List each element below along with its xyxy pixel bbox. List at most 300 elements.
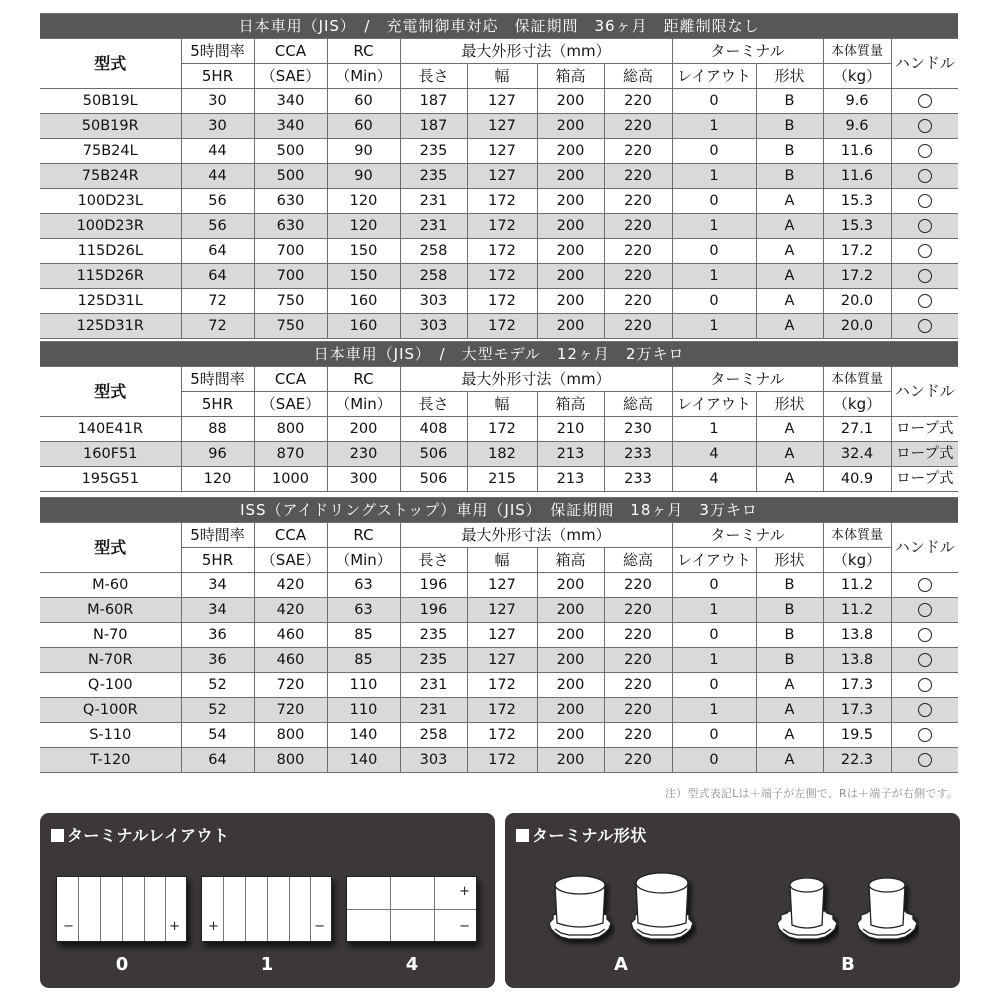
- cell-width: 172: [467, 748, 537, 773]
- cell-model: Q-100: [40, 673, 181, 698]
- cell-handle: [891, 89, 958, 114]
- cell-cca: 630: [254, 214, 327, 239]
- cell-shape: A: [756, 748, 823, 773]
- cell-total-height: 220: [604, 89, 672, 114]
- cell-rate-5hr: 88: [181, 417, 254, 442]
- layout-label-4: 4: [405, 954, 419, 975]
- circle-mark-icon: [918, 319, 932, 333]
- col-cca-top: CCA: [254, 39, 327, 64]
- cell-model: 50B19L: [40, 89, 181, 114]
- cell-total-height: 220: [604, 573, 672, 598]
- cell-mass: 27.1: [823, 417, 891, 442]
- cell-total-height: 220: [604, 673, 672, 698]
- cell-mass: 19.5: [823, 723, 891, 748]
- cell-rate-5hr: 36: [181, 648, 254, 673]
- col-rc-top: RC: [327, 367, 400, 392]
- cell-layout: 4: [672, 467, 756, 492]
- cell-shape: A: [756, 698, 823, 723]
- cell-shape: B: [756, 623, 823, 648]
- section-title: 日本車用（JIS） / 大型モデル 12ヶ月 2万キロ: [40, 342, 958, 367]
- cell-model: 115D26L: [40, 239, 181, 264]
- col-dims-top: 最大外形寸法（mm）: [400, 523, 672, 548]
- col-cca-top: CCA: [254, 367, 327, 392]
- cell-box-height: 200: [537, 189, 604, 214]
- col-dims-top: 最大外形寸法（mm）: [400, 39, 672, 64]
- cell-box-height: 200: [537, 648, 604, 673]
- cell-rc: 110: [327, 673, 400, 698]
- cell-width: 172: [467, 723, 537, 748]
- cell-layout: 1: [672, 164, 756, 189]
- cell-cca: 800: [254, 723, 327, 748]
- cell-width: 172: [467, 673, 537, 698]
- cell-mass: 17.3: [823, 673, 891, 698]
- layout-diagram-0: [56, 876, 187, 942]
- cell-shape: A: [756, 673, 823, 698]
- cell-rate-5hr: 34: [181, 598, 254, 623]
- cell-length: 187: [400, 89, 467, 114]
- spec-table: [40, 497, 958, 773]
- cell-handle: [891, 673, 958, 698]
- cell-mass: 11.2: [823, 573, 891, 598]
- minus-sign-icon: −: [63, 919, 74, 934]
- cell-rate-5hr: 54: [181, 723, 254, 748]
- cell-cca: 460: [254, 623, 327, 648]
- table-row: [40, 748, 958, 773]
- cell-handle: [891, 648, 958, 673]
- cell-model: T-120: [40, 748, 181, 773]
- cell-handle: [891, 598, 958, 623]
- cell-rate-5hr: 64: [181, 239, 254, 264]
- cell-rate-5hr: 44: [181, 139, 254, 164]
- circle-mark-icon: [918, 169, 932, 183]
- cell-handle: [891, 748, 958, 773]
- col-length: 長さ: [400, 548, 467, 573]
- cell-length: 231: [400, 189, 467, 214]
- cell-handle: [891, 139, 958, 164]
- cell-length: 258: [400, 264, 467, 289]
- cell-cca: 1000: [254, 467, 327, 492]
- cell-total-height: 220: [604, 623, 672, 648]
- circle-mark-icon: [918, 603, 932, 617]
- cell-total-height: 233: [604, 467, 672, 492]
- cell-shape: B: [756, 598, 823, 623]
- shape-label-a: A: [614, 954, 628, 975]
- cell-mass: 22.3: [823, 748, 891, 773]
- cell-cca: 500: [254, 164, 327, 189]
- cell-width: 127: [467, 139, 537, 164]
- table-row: [40, 139, 958, 164]
- cell-model: 75B24L: [40, 139, 181, 164]
- cell-model: 100D23R: [40, 214, 181, 239]
- cell-mass: 9.6: [823, 114, 891, 139]
- col-length: 長さ: [400, 392, 467, 417]
- cell-width: 127: [467, 164, 537, 189]
- cell-total-height: 220: [604, 164, 672, 189]
- col-rc-top: RC: [327, 39, 400, 64]
- plus-sign-icon: +: [208, 919, 219, 934]
- table-row: [40, 314, 958, 339]
- cell-length: 235: [400, 164, 467, 189]
- cell-width: 127: [467, 623, 537, 648]
- cell-rc: 63: [327, 598, 400, 623]
- cell-width: 172: [467, 289, 537, 314]
- col-5hr-bottom: 5HR: [181, 548, 254, 573]
- cell-rate-5hr: 52: [181, 673, 254, 698]
- cell-shape: B: [756, 139, 823, 164]
- cell-box-height: 200: [537, 573, 604, 598]
- cell-handle: ロープ式: [891, 417, 958, 442]
- cell-cca: 800: [254, 748, 327, 773]
- cell-model: 100D23L: [40, 189, 181, 214]
- plus-sign-icon: +: [459, 884, 470, 899]
- cell-handle: [891, 189, 958, 214]
- cell-mass: 17.2: [823, 264, 891, 289]
- battery-section-1: [40, 13, 958, 339]
- cell-shape: B: [756, 114, 823, 139]
- cell-rate-5hr: 64: [181, 264, 254, 289]
- cell-cca: 500: [254, 139, 327, 164]
- cell-rc: 150: [327, 264, 400, 289]
- footnote: 注）型式表記Lは＋端子が左側で、Rは＋端子が右側です。: [664, 787, 958, 800]
- cell-rc: 230: [327, 442, 400, 467]
- col-shape: 形状: [756, 64, 823, 89]
- plus-sign-icon: +: [169, 919, 180, 934]
- col-total-height: 総高: [604, 64, 672, 89]
- cell-length: 506: [400, 442, 467, 467]
- col-layout: レイアウト: [672, 392, 756, 417]
- spec-table: [40, 13, 958, 339]
- cell-length: 196: [400, 573, 467, 598]
- cell-shape: A: [756, 214, 823, 239]
- col-model: 型式: [40, 39, 181, 89]
- square-bullet-icon: [51, 829, 64, 842]
- cell-cca: 720: [254, 698, 327, 723]
- table-row: [40, 164, 958, 189]
- table-row: [40, 89, 958, 114]
- table-row: [40, 598, 958, 623]
- table-row: [40, 442, 958, 467]
- cell-model: 125D31R: [40, 314, 181, 339]
- cell-layout: 1: [672, 264, 756, 289]
- cell-length: 231: [400, 214, 467, 239]
- circle-mark-icon: [918, 269, 932, 283]
- cell-length: 187: [400, 114, 467, 139]
- col-layout: レイアウト: [672, 548, 756, 573]
- cell-rc: 160: [327, 289, 400, 314]
- cell-length: 231: [400, 673, 467, 698]
- cell-box-height: 200: [537, 723, 604, 748]
- cell-rc: 300: [327, 467, 400, 492]
- col-handle: ハンドル: [891, 39, 958, 89]
- cell-box-height: 213: [537, 442, 604, 467]
- cell-width: 127: [467, 114, 537, 139]
- cell-mass: 17.3: [823, 698, 891, 723]
- cell-rate-5hr: 96: [181, 442, 254, 467]
- cell-model: N-70: [40, 623, 181, 648]
- cell-handle: [891, 314, 958, 339]
- cell-box-height: 200: [537, 89, 604, 114]
- cell-total-height: 220: [604, 314, 672, 339]
- cell-mass: 11.6: [823, 139, 891, 164]
- cell-mass: 40.9: [823, 467, 891, 492]
- cell-shape: A: [756, 289, 823, 314]
- col-mass-bottom: （kg）: [823, 548, 891, 573]
- cell-model: S-110: [40, 723, 181, 748]
- table-row: [40, 264, 958, 289]
- terminal-layout-title: ターミナルレイアウト: [51, 823, 230, 846]
- cell-rc: 140: [327, 723, 400, 748]
- col-total-height: 総高: [604, 548, 672, 573]
- col-cca-bottom: （SAE）: [254, 392, 327, 417]
- col-dims-top: 最大外形寸法（mm）: [400, 367, 672, 392]
- cell-layout: 1: [672, 648, 756, 673]
- cell-rate-5hr: 64: [181, 748, 254, 773]
- col-5hr-top: 5時間率: [181, 367, 254, 392]
- cell-cca: 720: [254, 673, 327, 698]
- col-mass-top: 本体質量: [823, 39, 891, 64]
- cell-box-height: 200: [537, 139, 604, 164]
- cell-mass: 13.8: [823, 623, 891, 648]
- cell-rate-5hr: 52: [181, 698, 254, 723]
- col-rc-bottom: （Min）: [327, 64, 400, 89]
- cell-box-height: 200: [537, 214, 604, 239]
- table-row: [40, 417, 958, 442]
- cell-rc: 60: [327, 114, 400, 139]
- cell-width: 172: [467, 417, 537, 442]
- cell-layout: 0: [672, 748, 756, 773]
- circle-mark-icon: [918, 728, 932, 742]
- circle-mark-icon: [918, 119, 932, 133]
- col-shape: 形状: [756, 392, 823, 417]
- terminal-shape-panel: [505, 813, 960, 988]
- terminal-a-icon: [627, 867, 697, 951]
- col-handle: ハンドル: [891, 367, 958, 417]
- cell-shape: A: [756, 442, 823, 467]
- col-box-height: 箱高: [537, 548, 604, 573]
- layout-label-0: 0: [115, 954, 129, 975]
- layout-diagram-1: [201, 876, 332, 942]
- battery-section-3: [40, 497, 958, 773]
- cell-layout: 0: [672, 89, 756, 114]
- col-width: 幅: [467, 548, 537, 573]
- cell-mass: 15.3: [823, 214, 891, 239]
- cell-box-height: 200: [537, 264, 604, 289]
- terminal-a-icon: [545, 871, 615, 951]
- cell-handle: [891, 239, 958, 264]
- section-title: 日本車用（JIS） / 充電制御車対応 保証期間 36ヶ月 距離制限なし: [40, 14, 958, 39]
- cell-shape: B: [756, 89, 823, 114]
- cell-rc: 140: [327, 748, 400, 773]
- cell-shape: A: [756, 314, 823, 339]
- terminal-b-icon: [855, 873, 919, 951]
- cell-total-height: 220: [604, 189, 672, 214]
- cell-model: 195G51: [40, 467, 181, 492]
- shape-label-b: B: [841, 954, 855, 975]
- cell-total-height: 220: [604, 139, 672, 164]
- cell-rate-5hr: 120: [181, 467, 254, 492]
- circle-mark-icon: [918, 219, 932, 233]
- table-row: [40, 467, 958, 492]
- cell-width: 172: [467, 189, 537, 214]
- cell-mass: 11.2: [823, 598, 891, 623]
- cell-box-height: 200: [537, 289, 604, 314]
- cell-width: 172: [467, 314, 537, 339]
- cell-cca: 750: [254, 314, 327, 339]
- battery-section-2: [40, 341, 958, 492]
- spec-table: [40, 341, 958, 492]
- col-5hr-top: 5時間率: [181, 39, 254, 64]
- cell-total-height: 220: [604, 698, 672, 723]
- cell-layout: 0: [672, 573, 756, 598]
- col-length: 長さ: [400, 64, 467, 89]
- cell-handle: [891, 264, 958, 289]
- circle-mark-icon: [918, 578, 932, 592]
- square-bullet-icon: [516, 829, 529, 842]
- cell-total-height: 220: [604, 264, 672, 289]
- cell-cca: 870: [254, 442, 327, 467]
- cell-total-height: 220: [604, 723, 672, 748]
- cell-handle: [891, 623, 958, 648]
- cell-width: 172: [467, 264, 537, 289]
- circle-mark-icon: [918, 678, 932, 692]
- cell-rate-5hr: 30: [181, 89, 254, 114]
- table-row: [40, 214, 958, 239]
- cell-cca: 700: [254, 239, 327, 264]
- cell-rc: 150: [327, 239, 400, 264]
- cell-box-height: 200: [537, 673, 604, 698]
- cell-layout: 1: [672, 417, 756, 442]
- table-row: [40, 573, 958, 598]
- cell-total-height: 220: [604, 648, 672, 673]
- cell-rc: 90: [327, 164, 400, 189]
- cell-length: 303: [400, 314, 467, 339]
- table-row: [40, 239, 958, 264]
- col-mass-top: 本体質量: [823, 523, 891, 548]
- cell-handle: [891, 164, 958, 189]
- cell-rc: 63: [327, 573, 400, 598]
- cell-box-height: 200: [537, 239, 604, 264]
- terminal-layout-panel: [40, 813, 495, 988]
- cell-cca: 700: [254, 264, 327, 289]
- table-row: [40, 673, 958, 698]
- col-handle: ハンドル: [891, 523, 958, 573]
- cell-total-height: 220: [604, 748, 672, 773]
- minus-sign-icon: −: [314, 919, 325, 934]
- cell-length: 196: [400, 598, 467, 623]
- cell-length: 303: [400, 748, 467, 773]
- col-mass-bottom: （kg）: [823, 64, 891, 89]
- cell-model: 140E41R: [40, 417, 181, 442]
- cell-length: 303: [400, 289, 467, 314]
- cell-shape: A: [756, 467, 823, 492]
- cell-rc: 160: [327, 314, 400, 339]
- table-row: [40, 114, 958, 139]
- cell-shape: A: [756, 723, 823, 748]
- cell-handle: [891, 289, 958, 314]
- cell-model: 125D31L: [40, 289, 181, 314]
- cell-width: 127: [467, 648, 537, 673]
- col-shape: 形状: [756, 548, 823, 573]
- section-title: ISS（アイドリングストップ）車用（JIS） 保証期間 18ヶ月 3万キロ: [40, 498, 958, 523]
- cell-shape: A: [756, 417, 823, 442]
- terminal-shape-title: ターミナル形状: [516, 823, 647, 846]
- cell-cca: 460: [254, 648, 327, 673]
- cell-rc: 60: [327, 89, 400, 114]
- col-mass-top: 本体質量: [823, 367, 891, 392]
- cell-handle: [891, 214, 958, 239]
- cell-mass: 32.4: [823, 442, 891, 467]
- cell-rc: 110: [327, 698, 400, 723]
- col-5hr-bottom: 5HR: [181, 392, 254, 417]
- cell-shape: A: [756, 189, 823, 214]
- cell-total-height: 233: [604, 442, 672, 467]
- cell-total-height: 230: [604, 417, 672, 442]
- col-width: 幅: [467, 64, 537, 89]
- table-row: [40, 623, 958, 648]
- cell-layout: 0: [672, 189, 756, 214]
- circle-mark-icon: [918, 703, 932, 717]
- cell-rate-5hr: 36: [181, 623, 254, 648]
- cell-rate-5hr: 30: [181, 114, 254, 139]
- cell-cca: 420: [254, 573, 327, 598]
- cell-mass: 11.6: [823, 164, 891, 189]
- col-layout: レイアウト: [672, 64, 756, 89]
- col-total-height: 総高: [604, 392, 672, 417]
- cell-handle: [891, 573, 958, 598]
- layout-diagram-4: [346, 876, 477, 942]
- col-rc-bottom: （Min）: [327, 392, 400, 417]
- cell-model: 160F51: [40, 442, 181, 467]
- circle-mark-icon: [918, 244, 932, 258]
- cell-width: 172: [467, 239, 537, 264]
- cell-cca: 420: [254, 598, 327, 623]
- cell-model: 75B24R: [40, 164, 181, 189]
- col-box-height: 箱高: [537, 64, 604, 89]
- cell-length: 506: [400, 467, 467, 492]
- cell-handle: [891, 723, 958, 748]
- cell-length: 258: [400, 723, 467, 748]
- cell-handle: ロープ式: [891, 467, 958, 492]
- cell-rc: 85: [327, 648, 400, 673]
- cell-mass: 9.6: [823, 89, 891, 114]
- cell-length: 408: [400, 417, 467, 442]
- col-5hr-bottom: 5HR: [181, 64, 254, 89]
- cell-width: 127: [467, 89, 537, 114]
- cell-box-height: 200: [537, 314, 604, 339]
- col-5hr-top: 5時間率: [181, 523, 254, 548]
- cell-mass: 13.8: [823, 648, 891, 673]
- cell-mass: 15.3: [823, 189, 891, 214]
- cell-total-height: 220: [604, 239, 672, 264]
- cell-rate-5hr: 72: [181, 289, 254, 314]
- cell-width: 127: [467, 573, 537, 598]
- cell-mass: 17.2: [823, 239, 891, 264]
- circle-mark-icon: [918, 294, 932, 308]
- col-box-height: 箱高: [537, 392, 604, 417]
- col-cca-bottom: （SAE）: [254, 64, 327, 89]
- circle-mark-icon: [918, 94, 932, 108]
- cell-layout: 1: [672, 214, 756, 239]
- cell-box-height: 213: [537, 467, 604, 492]
- cell-total-height: 220: [604, 289, 672, 314]
- cell-box-height: 200: [537, 598, 604, 623]
- col-width: 幅: [467, 392, 537, 417]
- cell-rate-5hr: 56: [181, 189, 254, 214]
- cell-layout: 0: [672, 289, 756, 314]
- cell-layout: 0: [672, 139, 756, 164]
- cell-cca: 340: [254, 114, 327, 139]
- col-model: 型式: [40, 523, 181, 573]
